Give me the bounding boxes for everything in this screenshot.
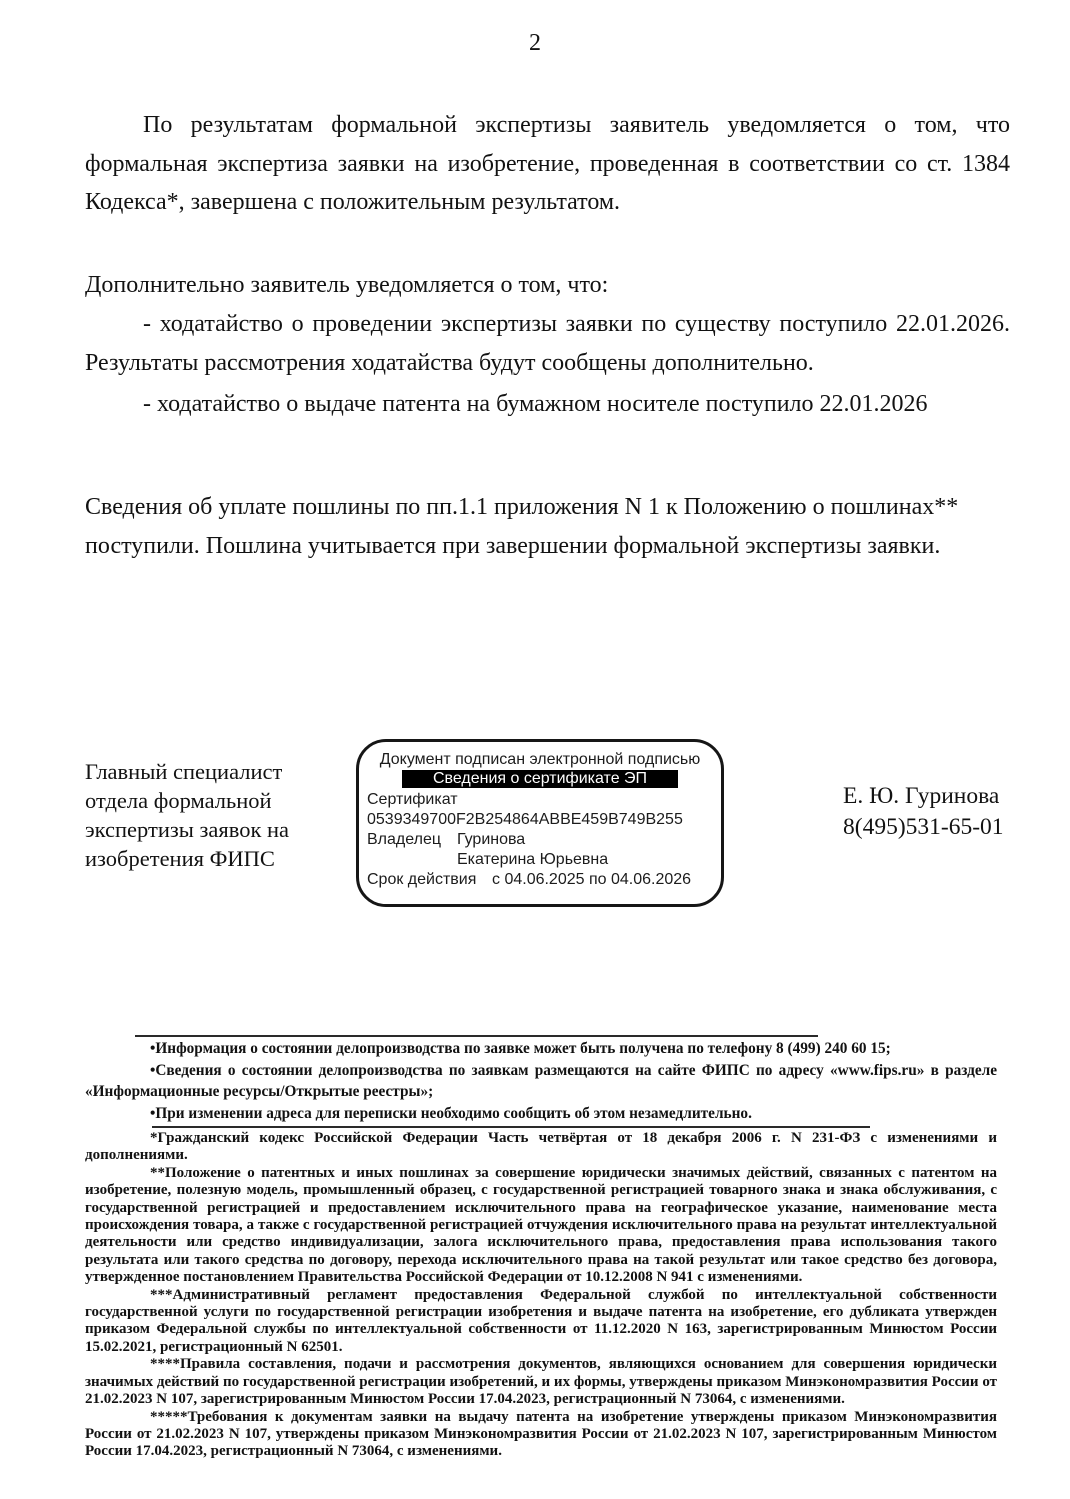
legal-footnotes bbox=[85, 1130, 997, 1461]
signatory-position-line: Главный специалист bbox=[85, 759, 283, 784]
footnote-address-change: •При изменении адреса для переписки необходимо сообщить об этом незамедлительно. bbox=[150, 1104, 752, 1122]
paragraph-formal-examination-result: По результатам формальной экспертизы заявитель уведомляется о том, что формальная экспертиза заявки на изобретение, проведенная в соответствии со ст. 1384 Кодекса*, завершена с положительным результатом. bbox=[85, 112, 1016, 215]
validity-label: Срок действия bbox=[367, 871, 477, 888]
certificate-label: Сертификат bbox=[367, 791, 458, 808]
signatory-phone: 8(495)531-65-01 bbox=[843, 814, 1004, 840]
owner-surname: Гуринова bbox=[457, 831, 526, 848]
info-footnotes bbox=[85, 1038, 997, 1124]
signatory-position-line: отдела формальной bbox=[85, 788, 272, 813]
page-number: 2 bbox=[529, 30, 541, 56]
paragraph-additional-notice-intro: Дополнительно заявитель уведомляется о том, что: bbox=[85, 272, 609, 298]
fee-line-2: поступили. Пошлина учитывается при завершении формальной экспертизы заявки. bbox=[85, 532, 941, 559]
paragraph-fee-payment bbox=[85, 488, 1010, 565]
stamp-certificate-banner: Сведения о сертификате ЭП bbox=[402, 770, 678, 788]
stamp-title: Документ подписан электронной подписью bbox=[379, 751, 701, 768]
certificate-number: 0539349700F2B254864ABBE459B749B255 bbox=[367, 811, 683, 828]
signatory-position-line: экспертизы заявок на bbox=[85, 817, 290, 842]
validity-row bbox=[367, 870, 713, 890]
footnote-fees-regulation: **Положение о патентных и иных пошлинах за совершение юридически значимых действий, связанных с патентом на изобретение, полезную модель, промышленный образец, с государственной регистрацией товарного знака и знака обслуживания, с государственной регистрацией и предоставлением исключительного права на географическое указание, наименование места происхождения товара, а также с государственной регистрацией отчуждения исключительного права на результат интеллектуальной деятельности или средство индивидуализации, залога исключительного права, предоставления права использования такого результата или такого средства по договору, перехода исключительного права на такой результат или такое средство без договора, утвержденное постановлением Правительства Российской Федерации от 10.12.2008 N 941 с изменениями. bbox=[85, 1164, 997, 1286]
footnote-divider-info bbox=[135, 1035, 818, 1037]
footnote-divider-legal bbox=[152, 1126, 870, 1128]
signatory-name: Е. Ю. Гуринова bbox=[843, 783, 1000, 809]
validity-period: с 04.06.2025 по 04.06.2026 bbox=[492, 871, 692, 888]
footnote-document-rules: ****Правила составления, подачи и рассмотрения документов, являющихся основанием для совершения юридически значимых действий по государственной регистрации изобретений, и их формы, утверждены приказом Минэкономразвития России от 21.02.2023 N 107, зарегистрированным Минюстом России 17.04.2023, регистрационный N 73064, с изменениями. bbox=[85, 1356, 997, 1408]
footnote-administrative-regulation: ***Административный регламент предоставления Федеральной службой по интеллектуальной собственности государственной услуги по государственной регистрации изобретения и выдаче патента на изобретение, его дубликата утвержден приказом Федеральной службы по интеллектуальной собственности от 11.12.2020 N 163, зарегистрированным Минюстом России 15.02.2021, регистрационный N 62501. bbox=[85, 1286, 997, 1355]
electronic-signature-stamp bbox=[356, 739, 724, 907]
paragraph-petition-paper-patent: - ходатайство о выдаче патента на бумажном носителе поступило 22.01.2026 bbox=[143, 391, 928, 417]
signatory-position bbox=[85, 757, 375, 873]
owner-label: Владелец bbox=[367, 831, 442, 848]
footnote-application-requirements: *****Требования к документам заявки на выдачу патента на изобретение утверждены приказом Минэкономразвития России от 21.02.2023 N 107, утверждены приказом Минэкономразвития России от 21.02.2023 N 107, зарегистрированным Минюстом России 17.04.2023, регистрационный N 73064, с изменениями. bbox=[85, 1408, 997, 1460]
signatory-position-line: изобретения ФИПС bbox=[85, 846, 275, 871]
signatory-contact bbox=[843, 781, 1004, 843]
footnote-fips-site: •Сведения о состоянии делопроизводства по заявкам размещаются на сайте ФИПС по адресу «www.fips.ru» в разделе «Информационные ресурсы/Открытые реестры»; bbox=[85, 1061, 997, 1100]
footnote-phone-info: •Информация о состоянии делопроизводства по заявке может быть получена по телефону 8 (499) 240 60 15; bbox=[150, 1040, 891, 1057]
paragraph-petition-substantive-examination: - ходатайство о проведении экспертизы заявки по существу поступило 22.01.2026. Результаты рассмотрения ходатайства будут сообщены дополнительно. bbox=[85, 311, 1016, 376]
owner-row bbox=[367, 830, 713, 850]
footnote-civil-code: *Гражданский кодекс Российской Федерации Часть четвёртая от 18 декабря 2006 г. N 231-ФЗ с изменениями и дополнениями. bbox=[85, 1130, 997, 1164]
stamp-details bbox=[359, 788, 721, 890]
fee-line-1: Сведения об уплате пошлины по пп.1.1 приложения N 1 к Положению о пошлинах** bbox=[85, 494, 959, 520]
owner-given-names: Екатерина Юрьевна bbox=[457, 851, 609, 868]
